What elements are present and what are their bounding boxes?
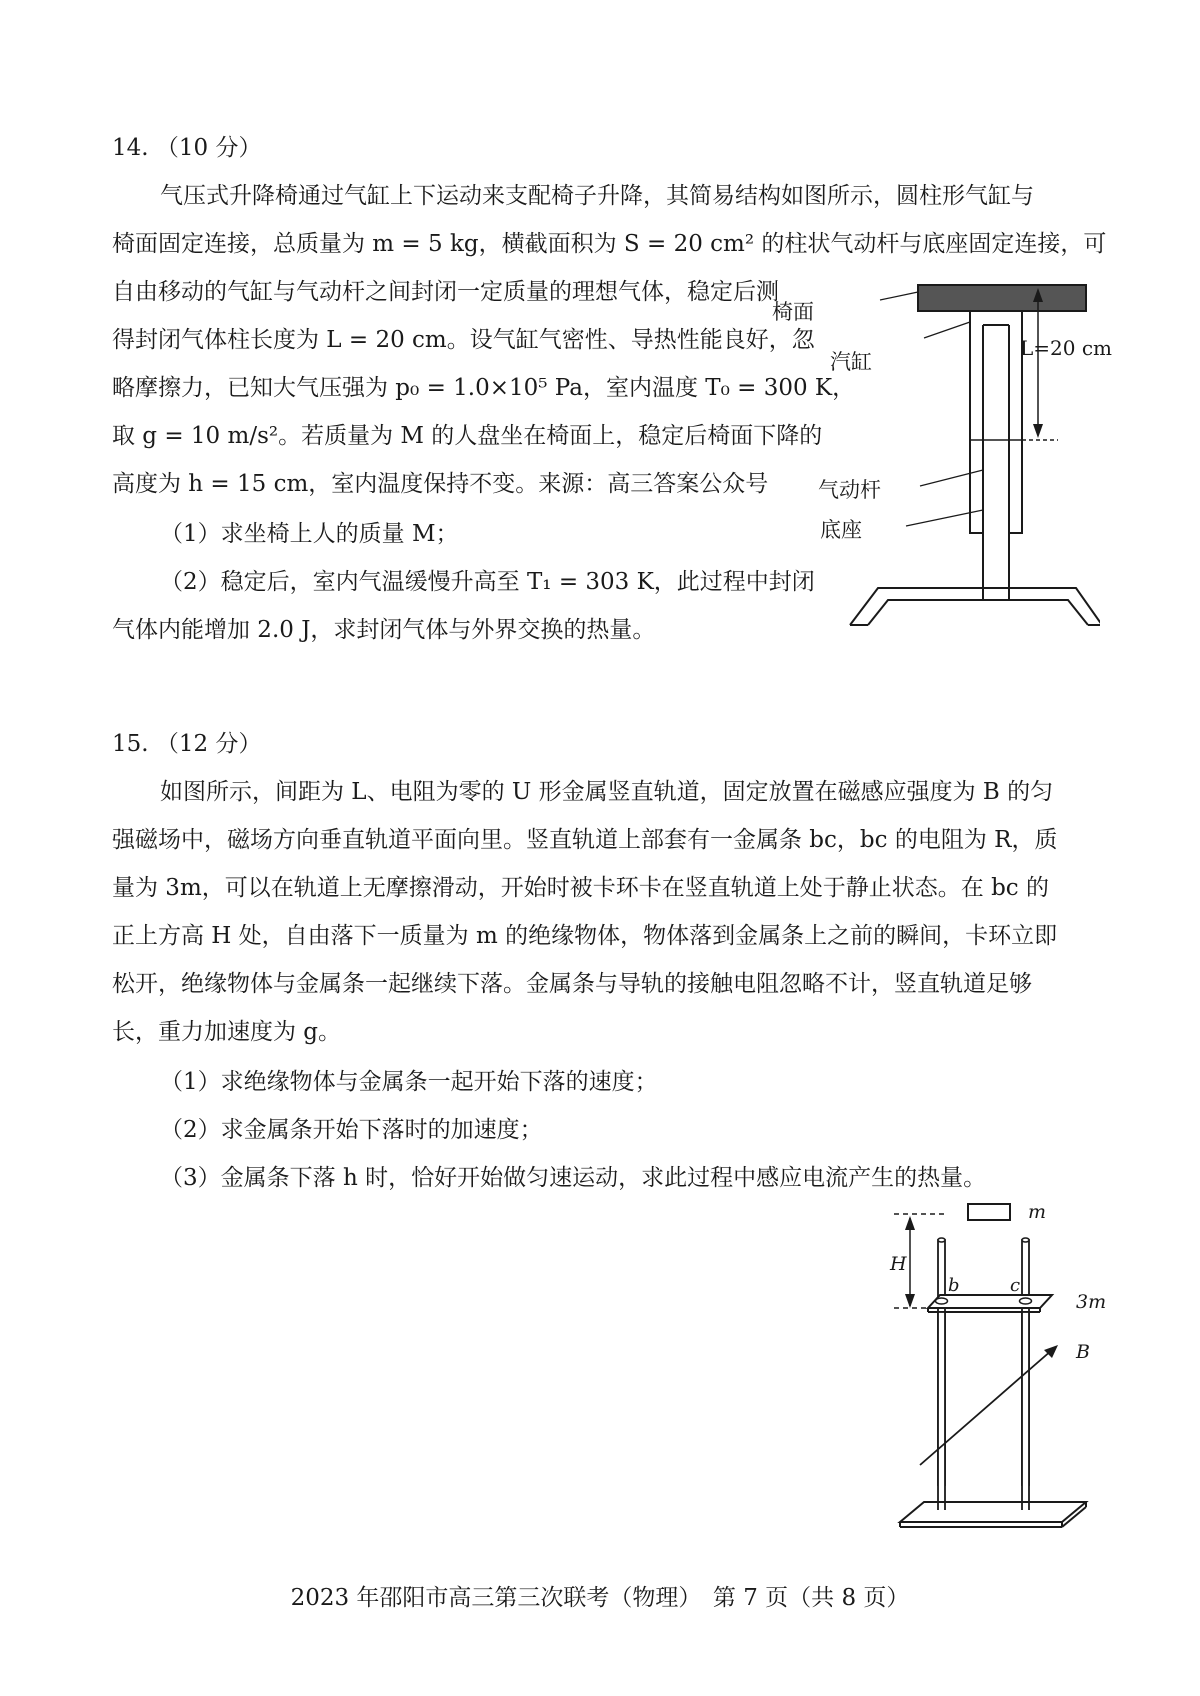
base-label: 底座: [820, 518, 862, 542]
height-arrow-down-icon: [905, 1294, 915, 1308]
insulating-block: [968, 1204, 1010, 1220]
cylinder-label: 汽缸: [830, 350, 872, 374]
rod-label: 气动杆: [818, 478, 881, 502]
q15-rail-diagram: [880, 1190, 1110, 1560]
height-label: H: [890, 1253, 907, 1275]
q14-line-1: 气压式升降椅通过气缸上下运动来支配椅子升降，其简易结构如图所示，圆柱形气缸与: [160, 183, 1034, 209]
b-label: b: [948, 1275, 960, 1296]
q14-chair-diagram: [772, 270, 1113, 660]
length-arrow-down-icon: [1033, 424, 1043, 438]
q15-subquestion-1: （1）求绝缘物体与金属条一起开始下落的速度；: [160, 1069, 658, 1095]
q14-line-7: 高度为 h = 15 cm，室内温度保持不变。来源：高三答案公众号: [112, 471, 769, 497]
bar-mass-label: 3m: [1076, 1291, 1107, 1313]
q14-line-4: 得封闭气体柱长度为 L = 20 cm。设气缸气密性、导热性能良好，忽: [112, 327, 815, 353]
base-outline: [850, 588, 1100, 625]
q15-line-4: 正上方高 H 处，自由落下一质量为 m 的绝缘物体，物体落到金属条上之前的瞬间，卡环立即: [112, 923, 1058, 949]
mass-label: m: [1028, 1201, 1047, 1223]
q14-line-5: 略摩擦力，已知大气压强为 p₀ = 1.0×10⁵ Pa，室内温度 T₀ = 300 K，: [112, 375, 856, 401]
q15-line-1: 如图所示，间距为 L、电阻为零的 U 形金属竖直轨道，固定放置在磁感应强度为 B 的匀: [160, 779, 1054, 805]
q14-subquestion-2b: 气体内能增加 2.0 J，求封闭气体与外界交换的热量。: [112, 617, 656, 643]
q15-subquestion-2: （2）求金属条开始下落时的加速度；: [160, 1117, 543, 1143]
height-arrow-up-icon: [905, 1216, 915, 1230]
q14-header: 14. （10 分）: [112, 135, 262, 161]
seat-label: 椅面: [772, 300, 814, 324]
length-label: L=20 cm: [1020, 336, 1113, 360]
q15-subquestion-3: （3）金属条下落 h 时，恰好开始做匀速运动，求此过程中感应电流产生的热量。: [160, 1165, 987, 1191]
q15-line-3: 量为 3m，可以在轨道上无摩擦滑动，开始时被卡环卡在竖直轨道上处于静止状态。在 bc 的: [112, 875, 1049, 901]
q15-header: 15. （12 分）: [112, 731, 262, 757]
q14-subquestion-1: （1）求坐椅上人的质量 M；: [160, 521, 459, 547]
q15-line-2: 强磁场中，磁场方向垂直轨道平面向里。竖直轨道上部套有一金属条 bc，bc 的电阻为 R，质: [112, 827, 1058, 853]
q14-subquestion-2a: （2）稳定后，室内气温缓慢升高至 T₁ = 303 K，此过程中封闭: [160, 569, 815, 595]
q15-line-5: 松开，绝缘物体与金属条一起继续下落。金属条与导轨的接触电阻忽略不计，竖直轨道足够: [112, 971, 1032, 997]
q14-line-2: 椅面固定连接，总质量为 m = 5 kg，横截面积为 S = 20 cm² 的柱状气动杆与底座固定连接，可: [112, 231, 1107, 257]
base-plate: [900, 1502, 1086, 1522]
c-label: c: [1010, 1275, 1021, 1296]
q14-line-6: 取 g = 10 m/s²。若质量为 M 的人盘坐在椅面上，稳定后椅面下降的: [112, 423, 823, 449]
page-footer: 2023 年邵阳市高三第三次联考（物理） 第 7 页（共 8 页）: [290, 1585, 910, 1611]
seat-surface: [918, 285, 1086, 311]
q14-line-3: 自由移动的气缸与气动杆之间封闭一定质量的理想气体，稳定后测: [112, 279, 779, 305]
field-label: B: [1076, 1341, 1090, 1363]
q15-line-6: 长，重力加速度为 g。: [112, 1019, 342, 1045]
